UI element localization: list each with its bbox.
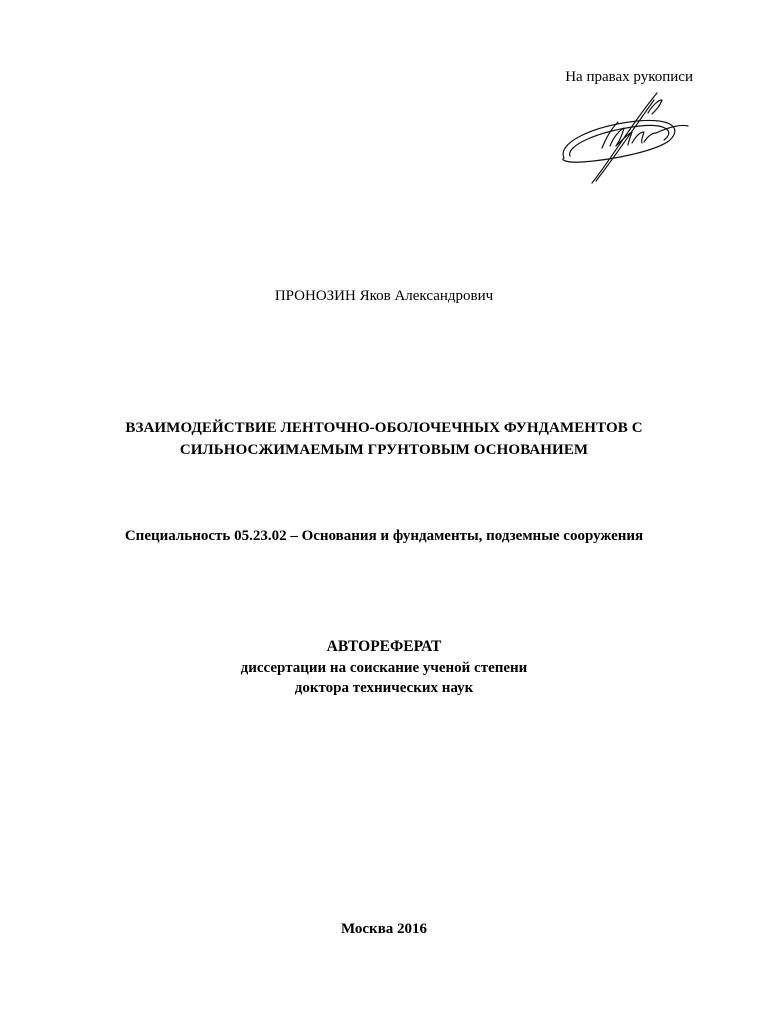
abstract-line-2: доктора технических наук <box>294 680 474 696</box>
rights-note: На правах рукописи <box>565 69 693 85</box>
dissertation-title <box>60 417 708 461</box>
author-name: ПРОНОЗИН Яков Александрович <box>274 288 494 304</box>
title-line-1: ВЗАИМОДЕЙСТВИЕ ЛЕНТОЧНО-ОБОЛОЧЕЧНЫХ ФУНДАМЕНТОВ С <box>125 420 643 436</box>
specialty-line: Специальность 05.23.02 – Основания и фундаменты, подземные сооружения <box>124 528 644 544</box>
title-line-2: СИЛЬНОСЖИМАЕМЫМ ГРУНТОВЫМ ОСНОВАНИЕМ <box>179 442 589 458</box>
abstract-heading: АВТОРЕФЕРАТ <box>326 638 442 655</box>
abstract-line-1: диссертации на соискание ученой степени <box>240 660 528 676</box>
handwritten-signature <box>552 88 692 188</box>
abstract-block <box>0 636 768 698</box>
city-year: Москва 2016 <box>340 921 428 937</box>
